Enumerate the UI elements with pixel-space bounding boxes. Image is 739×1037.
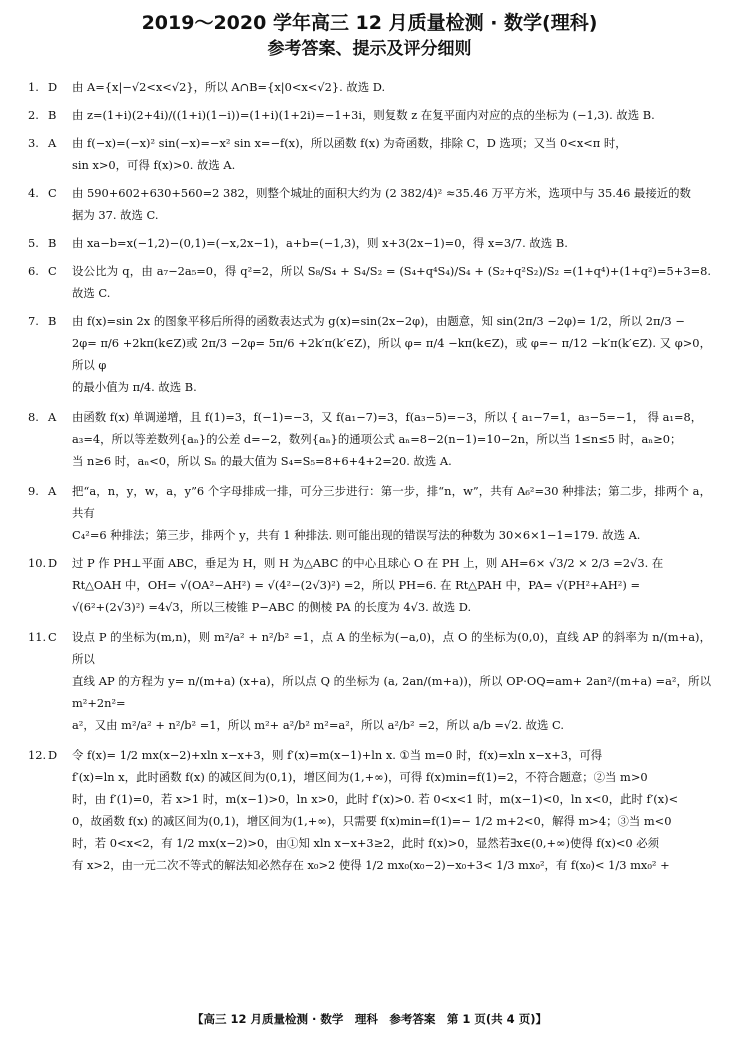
explanation-line: 设点 P 的坐标为(m,n)，则 m²/a² + n²/b² =1，点 A 的坐标为(−a,0)，点 O 的坐标为(0,0)，直线 AP 的斜率为 n/(m+a)，所以 — [72, 630, 711, 666]
explanation-line: 据为 37. 故选 C. — [72, 208, 159, 222]
item-number: 6. — [28, 264, 39, 278]
item-number: 12. — [28, 748, 47, 762]
item-answer: C — [48, 630, 57, 644]
explanation-line: 令 f(x)= 1/2 mx(x−2)+xln x−x+3，则 f′(x)=m(x−1)+ln x. ①当 m=0 时，f(x)=xln x−x+3，可得 — [72, 748, 603, 762]
answer-item — [28, 480, 711, 546]
explanation-line: 由 xa−b=x(−1,2)−(0,1)=(−x,2x−1)，a+b=(−1,3)，则 x+3(2x−1)=0，得 x=3/7. 故选 B. — [72, 236, 568, 250]
answer-item — [28, 406, 711, 472]
answer-item — [28, 104, 711, 126]
explanation-line: 由 f(−x)=(−x)² sin(−x)=−x² sin x=−f(x)，所以函数 f(x) 为奇函数，排除 C，D 选项；又当 0<x<π 时， — [72, 136, 627, 150]
item-explanation — [72, 626, 711, 736]
explanation-line: C₄²=6 种排法；第三步，排两个 y，共有 1 种排法. 则可能出现的错误写法的种数为 30×6×1−1=179. 故选 A. — [72, 528, 641, 542]
answer-item — [28, 552, 711, 618]
item-explanation — [72, 132, 711, 176]
answer-item — [28, 260, 711, 304]
explanation-line: 直线 AP 的方程为 y= n/(m+a) (x+a)，所以点 Q 的坐标为 (a, 2an/(m+a))，所以 OP·OQ=am+ 2an²/(m+a) =a²，所以 m²+2n²= — [72, 674, 711, 710]
item-explanation — [72, 552, 711, 618]
explanation-line: 过 P 作 PH⊥平面 ABC，垂足为 H，则 H 为△ABC 的中心且球心 O 在 PH 上，则 AH=6× √3/2 × 2/3 =2√3. 在 — [72, 556, 664, 570]
explanation-line: a₃=4，所以等差数列{aₙ}的公差 d=−2，数列{aₙ}的通项公式 aₙ=8−2(n−1)=10−2n，所以当 1≤n≤5 时，aₙ≥0； — [72, 432, 682, 446]
page-title: 2019～2020 学年高三 12 月质量检测 · 数学(理科) — [141, 12, 598, 34]
explanation-line: sin x>0，可得 f(x)>0. 故选 A. — [72, 158, 236, 172]
answer-item — [28, 182, 711, 226]
explanation-line: 2φ= π/6 +2kπ(k∈Z)或 2π/3 −2φ= 5π/6 +2k′π(k′∈Z)，所以 φ= π/4 −kπ(k∈Z)，或 φ=− π/12 −k′π(k′∈Z). 又 φ>0，所以 φ — [72, 336, 711, 372]
explanation-line: Rt△OAH 中，OH= √(OA²−AH²) = √(4²−(2√3)²) =2，所以 PH=6. 在 Rt△PAH 中，PA= √(PH²+AH²) = — [72, 578, 640, 592]
item-explanation — [72, 310, 711, 398]
item-explanation — [72, 76, 711, 98]
item-number: 5. — [28, 236, 39, 250]
explanation-line: 当 n≥6 时，aₙ<0，所以 Sₙ 的最大值为 S₄=S₅=8+6+4+2=20. 故选 A. — [72, 454, 452, 468]
answer-item — [28, 76, 711, 98]
answer-item — [28, 626, 711, 736]
item-number: 8. — [28, 410, 39, 424]
item-explanation — [72, 182, 711, 226]
item-answer: C — [48, 186, 57, 200]
explanation-line: 的最小值为 π/4. 故选 B. — [72, 380, 197, 394]
item-number: 1. — [28, 80, 39, 94]
item-explanation — [72, 480, 711, 546]
explanation-line: f′(x)=ln x，此时函数 f(x) 的减区间为(0,1)，增区间为(1,+∞)，可得 f(x)min=f(1)=2，不符合题意；②当 m>0 — [72, 770, 648, 784]
item-answer: D — [48, 748, 58, 762]
item-answer: A — [48, 136, 57, 150]
item-answer: B — [48, 314, 57, 328]
item-explanation — [72, 744, 711, 876]
answer-item — [28, 310, 711, 398]
item-answer: A — [48, 410, 57, 424]
answer-item — [28, 232, 711, 254]
answer-item — [28, 132, 711, 176]
explanation-line: 把“a，n，y，w，a，y”6 个字母排成一排，可分三步进行：第一步，排“n，w”，共有 A₆²=30 种排法；第二步，排两个 a，共有 — [72, 484, 711, 520]
explanation-line: 由函数 f(x) 单调递增，且 f(1)=3，f(−1)=−3，又 f(a₁−7)=3，f(a₃−5)=−3，所以 { a₁−7=1，a₃−5=−1， 得 a₁=8， — [72, 410, 703, 424]
answer-list — [28, 76, 711, 876]
item-explanation — [72, 406, 711, 472]
item-answer: D — [48, 556, 58, 570]
item-explanation — [72, 260, 711, 304]
item-answer: A — [48, 484, 57, 498]
item-explanation — [72, 232, 711, 254]
explanation-line: 由 z=(1+i)(2+4i)/((1+i)(1−i))=(1+i)(1+2i)=−1+3i，则复数 z 在复平面内对应的点的坐标为 (−1,3). 故选 B. — [72, 108, 655, 122]
page-subtitle: 参考答案、提示及评分细则 — [267, 39, 472, 59]
explanation-line: √(6²+(2√3)²) =4√3，所以三棱锥 P−ABC 的侧棱 PA 的长度为 4√3. 故选 D. — [72, 600, 472, 614]
explanation-line: 由 f(x)=sin 2x 的图象平移后所得的函数表达式为 g(x)=sin(2x−2φ)，由题意，知 sin(2π/3 −2φ)= 1/2，所以 2π/3 − — [72, 314, 685, 328]
item-number: 11. — [28, 630, 47, 644]
item-number: 10. — [28, 556, 47, 570]
item-number: 9. — [28, 484, 39, 498]
explanation-line: 时，若 0<x<2，有 1/2 mx(x−2)>0，由①知 xln x−x+3≥2，此时 f(x)>0，显然若∃x∈(0,+∞)使得 f(x)<0 必须 — [72, 836, 660, 850]
item-answer: D — [48, 80, 58, 94]
item-number: 2. — [28, 108, 39, 122]
item-number: 3. — [28, 136, 39, 150]
item-answer: B — [48, 108, 57, 122]
item-answer: B — [48, 236, 57, 250]
explanation-line: 时，由 f′(1)=0，若 x>1 时，m(x−1)>0，ln x>0，此时 f′(x)>0. 若 0<x<1 时，m(x−1)<0，ln x<0，此时 f′(x)< — [72, 792, 679, 806]
explanation-line: a²，又由 m²/a² + n²/b² =1，所以 m²+ a²/b² m²=a²，所以 a²/b² =2，所以 a/b =√2. 故选 C. — [72, 718, 564, 732]
answer-item — [28, 744, 711, 876]
item-number: 4. — [28, 186, 39, 200]
explanation-line: 有 x>2，由一元二次不等式的解法知必然存在 x₀>2 使得 1/2 mx₀(x₀−2)−x₀+3< 1/3 mx₀²，有 f(x₀)< 1/3 mx₀² + — [72, 858, 670, 872]
explanation-line: 设公比为 q，由 a₇−2a₅=0，得 q²=2，所以 S₈/S₄ + S₄/S₂ = (S₄+q⁴S₄)/S₄ + (S₂+q²S₂)/S₂ =(1+q⁴)+(1+q²)=5+3=8. 故选 C. — [72, 264, 711, 300]
explanation-line: 0，故函数 f(x) 的减区间为(0,1)，增区间为(1,+∞)，只需要 f(x)min=f(1)=− 1/2 m+2<0，解得 m>4；③当 m<0 — [72, 814, 672, 828]
page-footer: 【高三 12 月质量检测 · 数学 理科 参考答案 第 1 页(共 4 页)】 — [192, 1012, 547, 1026]
explanation-line: 由 590+602+630+560=2 382，则整个城址的面积大约为 (2 382/4)² ≈35.46 万平方米，选项中与 35.46 最接近的数 — [72, 186, 691, 200]
item-number: 7. — [28, 314, 39, 328]
item-answer: C — [48, 264, 57, 278]
explanation-line: 由 A={x|−√2<x<√2}，所以 A∩B={x|0<x<√2}. 故选 D. — [72, 80, 386, 94]
item-explanation — [72, 104, 711, 126]
